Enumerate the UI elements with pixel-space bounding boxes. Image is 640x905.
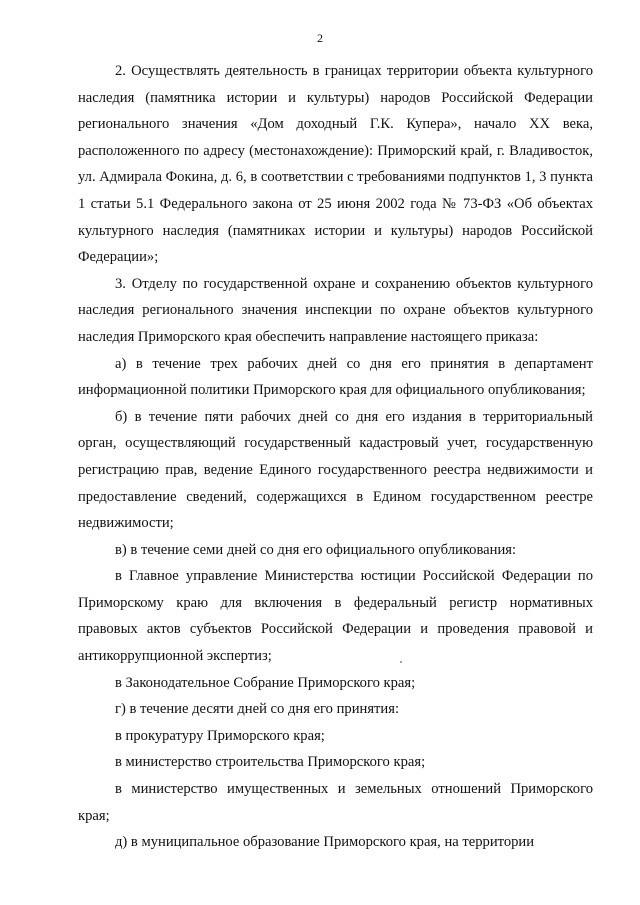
paragraph-subitem-d: д) в муниципальное образование Приморского края, на территории <box>115 834 535 851</box>
paragraph-recipient-justice-ministry: в Главное управление Министерства юстиции Российской Федерации по Приморскому краю для включения в федеральный регистр нормативных правовых актов субъектов Российской Федерации и проведения правовой и антикоррупционной экспертиз; <box>78 568 593 665</box>
paragraph-item-3: 3. Отделу по государственной охране и сохранению объектов культурного наследия регионального значения инспекции по охране объектов культурного наследия Приморского края обеспечить направление настоящего приказа: <box>78 275 593 345</box>
paragraph-subitem-a: а) в течение трех рабочих дней со дня его принятия в департамент информационной политики Приморского края для официального опубликования; <box>78 355 593 399</box>
paragraph-recipient-construction-ministry: в министерство строительства Приморского края; <box>115 754 426 771</box>
paragraph-item-2: 2. Осуществлять деятельность в границах территории объекта культурного наследия (памятника истории и культуры) народов Российской Федерации регионального значения «Дом доходный Г.К. Купера», начало XX века, расположенного по адресу (местонахождение): Приморский край, г. Владивосток, ул. Адмирала Фокина, д. 6, в соответствии с требованиями подпунктов 1, 3 пункта 1 статьи 5.1 Федерального закона от 25 июня 2002 года № 73-ФЗ «Об объектах культурного наследия (памятниках истории и культуры) народов Российской Федерации»; <box>78 63 593 266</box>
document-body <box>78 58 593 856</box>
paragraph-subitem-b: б) в течение пяти рабочих дней со дня его издания в территориальный орган, осуществляющий государственный кадастровый учет, государственную регистрацию прав, ведение Единого государственного реестра недвижимости и предоставление сведений, содержащихся в Едином государственном реестре недвижимости; <box>78 408 593 532</box>
paragraph-subitem-v: в) в течение семи дней со дня его официального опубликования: <box>115 541 517 558</box>
page-number: 2 <box>317 31 323 45</box>
paragraph-recipient-legislative-assembly: в Законодательное Собрание Приморского края; <box>115 674 416 691</box>
scan-speck <box>400 661 402 663</box>
paragraph-recipient-prosecutor: в прокуратуру Приморского края; <box>115 727 325 744</box>
paragraph-subitem-g: г) в течение десяти дней со дня его принятия: <box>115 701 400 718</box>
paragraph-recipient-property-ministry: в министерство имущественных и земельных отношений Приморского края; <box>78 781 593 824</box>
